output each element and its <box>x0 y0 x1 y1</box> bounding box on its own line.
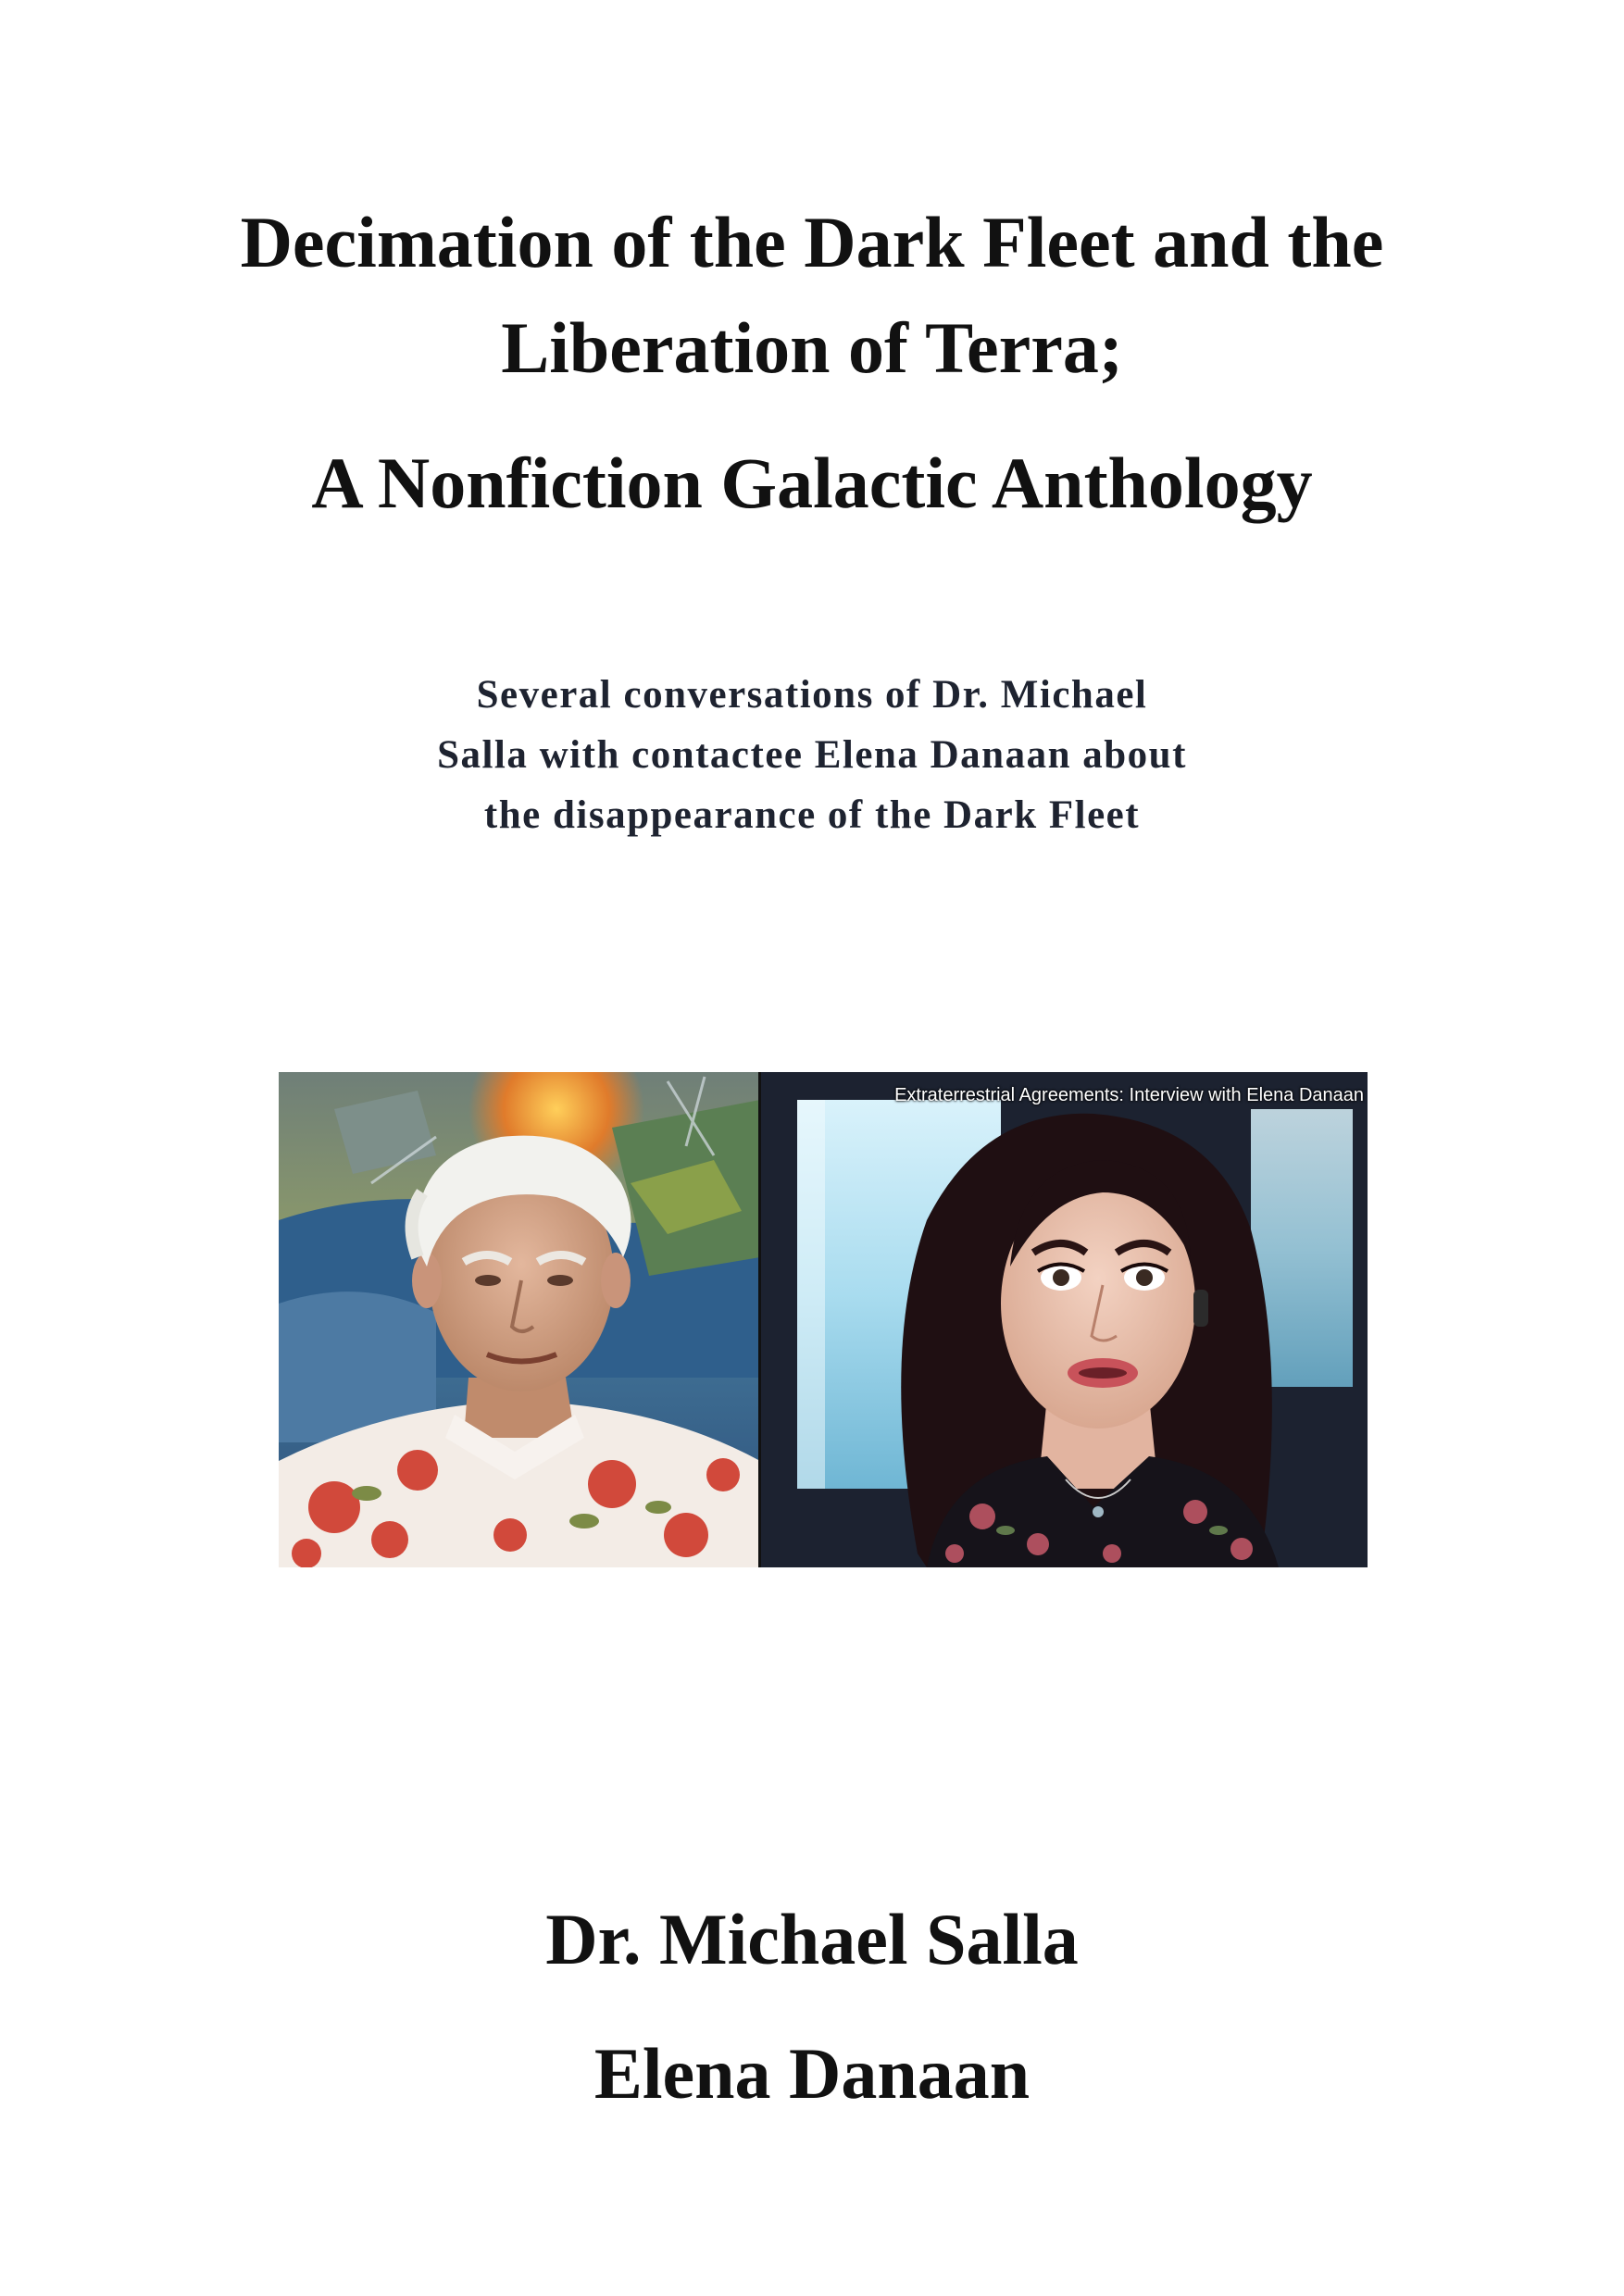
book-subtitle: A Nonfiction Galactic Anthology <box>311 443 1313 523</box>
interview-image <box>279 1072 1368 1567</box>
description-line-1: Several conversations of Dr. Michael <box>476 673 1148 717</box>
description-line-2: Salla with contactee Elena Danaan about <box>437 733 1187 777</box>
author-name-1: Dr. Michael Salla <box>545 1899 1079 1979</box>
video-caption: Extraterrestrial Agreements: Interview with Elena Danaan <box>894 1085 1364 1105</box>
book-description <box>0 665 1624 845</box>
description-line-3: the disappearance of the Dark Fleet <box>483 793 1141 837</box>
author-name-2: Elena Danaan <box>593 2033 1031 2114</box>
title-line-1: Decimation of the Dark Fleet and the <box>240 202 1384 282</box>
interview-screenshot <box>279 1072 1368 1567</box>
title-line-2: Liberation of Terra; <box>501 307 1123 388</box>
book-title <box>0 190 1624 401</box>
